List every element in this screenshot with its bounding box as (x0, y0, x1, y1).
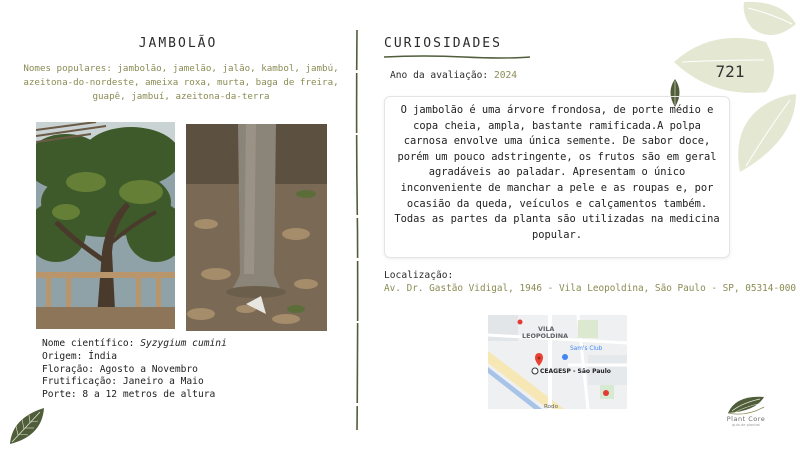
flowering-line: Floração: Agosto a Novembro (42, 363, 198, 375)
map-place-label: CEAGESP - São Paulo (540, 368, 611, 375)
brand-name: Plant Core (726, 415, 766, 423)
map-district-label: VILA (538, 325, 555, 333)
trunk-photo (186, 124, 327, 331)
scientific-name-line: Nome científico: Syzygium cumini (42, 338, 227, 349)
curiosities-text: O jambolão é uma árvore frondosa, de porte médio e copa cheia, ampla, bastante ramificada.A polpa carnosa envolve uma única semente. De sabor doce, porém um pouco adstringente, os frutos são em geral agradáveis ao paladar. Apresentam o único inconveniente de manchar a pele e as roupas e, por ocasião da queda, veículos e calçamentos também. Todas as partes da planta são utilizadas na medicina popular. (394, 104, 720, 241)
brand-logo (716, 393, 776, 427)
location-map[interactable] (488, 315, 627, 409)
curiosities-title: CURIOSIDADES (384, 36, 502, 51)
map-district-label-2: LEOPOLDINA (522, 332, 569, 340)
brand-tagline: guia de plantas (732, 423, 760, 427)
column-divider (354, 30, 360, 430)
year-value: 2024 (493, 70, 518, 81)
title-underline (384, 54, 530, 60)
location-label: Localização: (384, 270, 454, 281)
canopy-photo (36, 122, 175, 329)
size-line: Porte: 8 a 12 metros de altura (42, 389, 216, 401)
map-road-label: Rodo (544, 404, 559, 409)
evaluation-year: Ano da avaliação: 2024 (390, 70, 518, 81)
popular-names: Nomes populares: jambolão, jamelão, jalão, kambol, jambú, azeitona-do-nordeste, ameixa roxa, murta, baga de freira, guapê, jambuí, azeitona-da-terra (23, 63, 339, 102)
plant-facts (42, 338, 227, 402)
plant-number: 721 (715, 62, 745, 81)
location-address[interactable]: Av. Dr. Gastão Vidigal, 1946 - Vila Leopoldina, São Paulo - SP, 05314-000 (384, 283, 797, 294)
leaf-icon (6, 404, 50, 448)
map-store-label: Sam's Club (570, 346, 603, 352)
fruiting-line: Frutificação: Janeiro a Maio (42, 376, 204, 388)
plant-title: JAMBOLÃO (138, 36, 218, 51)
origin-line: Origem: Índia (42, 350, 118, 362)
scientific-name: Syzygium cumini (140, 338, 227, 349)
brand-leaf-icon (726, 393, 766, 415)
